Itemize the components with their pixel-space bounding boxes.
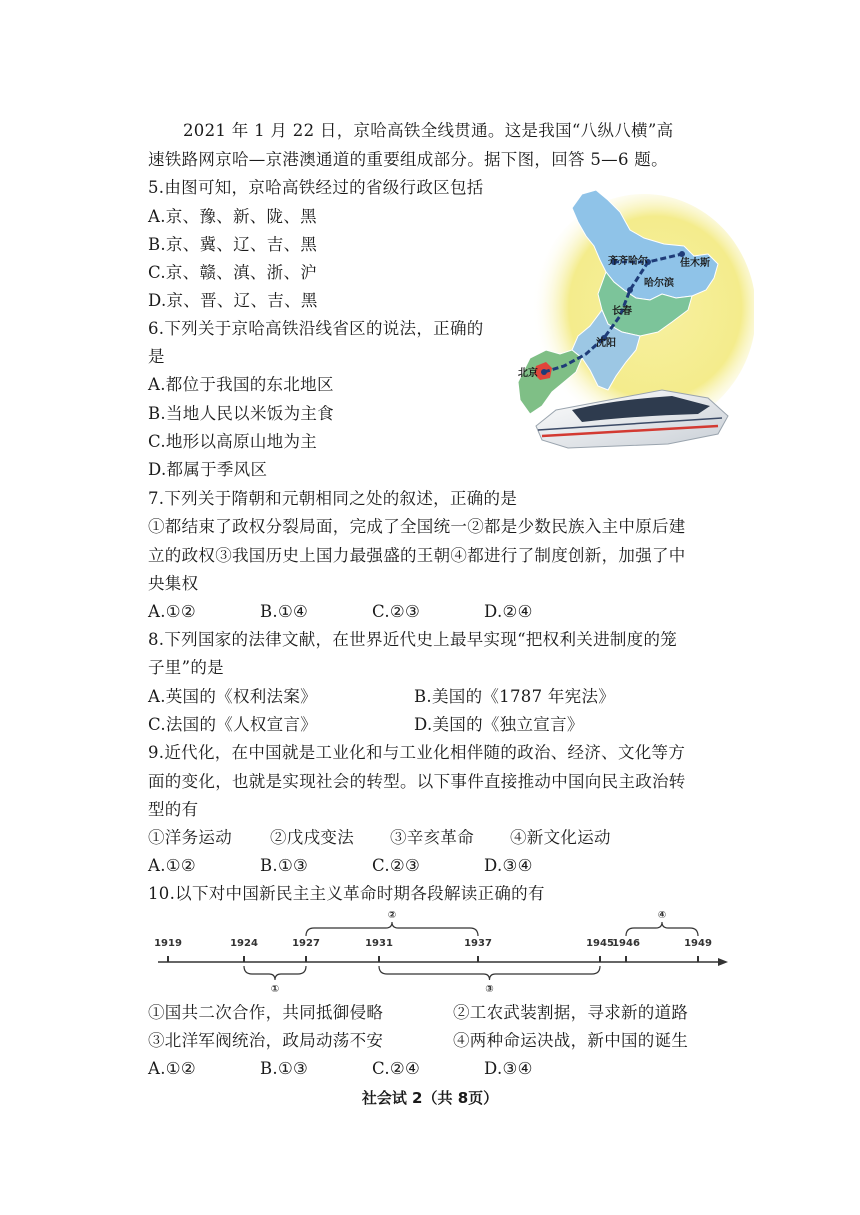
- timeline-year-label: 1919: [154, 938, 182, 949]
- question-6-option-d: D.都属于季风区: [148, 460, 268, 479]
- question-5-option-d: D.京、晋、辽、吉、黑: [148, 291, 318, 310]
- question-7-body-1: ①都结束了政权分裂局面，完成了全国统一②都是少数民族入主中原后建: [148, 517, 686, 536]
- timeline-year-label: 1937: [464, 938, 492, 949]
- question-9-item-1: ①洋务运动: [148, 828, 232, 847]
- timeline-bracket: [244, 966, 306, 980]
- question-10-option-b: B.①③: [260, 1059, 309, 1078]
- city-label-qiqihar: 齐齐哈尔: [608, 256, 648, 267]
- question-10-item-3: ③北洋军阀统治，政局动荡不安: [148, 1031, 384, 1050]
- page-footer: 社会试 2（共 8页）: [361, 1089, 499, 1107]
- timeline-year-label: 1927: [292, 938, 320, 949]
- timeline-segment-mark: ③: [485, 984, 494, 995]
- intro-line-1: 2021 年 1 月 22 日，京哈高铁全线贯通。这是我国“八纵八横”高: [183, 121, 674, 140]
- question-6-stem-2: 是: [148, 347, 165, 366]
- question-8-stem-2: 子里”的是: [148, 658, 224, 677]
- question-8-option-d: D.美国的《独立宣言》: [414, 715, 584, 734]
- city-dot: [627, 287, 633, 293]
- question-8-option-c: C.法国的《人权宣言》: [148, 715, 318, 734]
- city-dot: [679, 251, 685, 257]
- question-10-item-1: ①国共二次合作，共同抵御侵略: [148, 1003, 384, 1022]
- question-10-option-a: A.①②: [148, 1059, 196, 1078]
- city-label-beijing: 北京: [518, 368, 538, 379]
- question-7-body-2: 立的政权③我国历史上国力最强盛的王朝④都进行了制度创新，加强了中: [148, 546, 686, 565]
- question-8-option-b: B.美国的《1787 年宪法》: [414, 687, 616, 706]
- question-6-option-a: A.都位于我国的东北地区: [148, 375, 334, 394]
- timeline-bracket: [379, 966, 600, 980]
- revolution-timeline: [150, 906, 730, 1002]
- timeline-year-label: 1945: [586, 938, 614, 949]
- question-5-stem: 5.由图可知，京哈高铁经过的省级行政区包括: [148, 178, 484, 197]
- question-7-option-c: C.②③: [372, 602, 421, 621]
- timeline-year-label: 1924: [230, 938, 258, 949]
- question-9-option-c: C.②③: [372, 856, 421, 875]
- question-10-item-2: ②工农武装割据，寻求新的道路: [453, 1003, 689, 1022]
- timeline-bracket: [626, 922, 698, 936]
- question-10-option-c: C.②④: [372, 1059, 421, 1078]
- question-6-option-c: C.地形以高原山地为主: [148, 432, 318, 451]
- timeline-year-label: 1946: [612, 938, 640, 949]
- question-9-option-b: B.①③: [260, 856, 309, 875]
- question-7-option-d: D.②④: [484, 602, 533, 621]
- city-label-shenyang: 沈阳: [596, 338, 616, 349]
- timeline-bracket: [306, 922, 478, 936]
- timeline-segment-mark: ②: [387, 910, 397, 921]
- question-5-option-c: C.京、赣、滇、浙、沪: [148, 263, 318, 282]
- timeline-segment-mark: ④: [657, 910, 667, 921]
- question-10-stem: 10.以下对中国新民主主义革命时期各段解读正确的有: [148, 884, 545, 903]
- question-7-body-3: 央集权: [148, 574, 199, 593]
- timeline-year-label: 1931: [365, 938, 393, 949]
- question-9-stem-2: 面的变化，也就是实现社会的转型。以下事件直接推动中国向民主政治转: [148, 772, 686, 791]
- question-8-option-a: A.英国的《权利法案》: [148, 687, 317, 706]
- city-dot: [541, 369, 547, 375]
- railway-map-figure: [512, 186, 754, 452]
- timeline-year-label: 1949: [684, 938, 712, 949]
- question-9-option-d: D.③④: [484, 856, 533, 875]
- question-7-option-b: B.①④: [260, 602, 309, 621]
- question-7-option-a: A.①②: [148, 602, 196, 621]
- question-5-option-a: A.京、豫、新、陇、黑: [148, 207, 317, 226]
- high-speed-train-illustration: [536, 390, 728, 448]
- question-6-stem-1: 6.下列关于京哈高铁沿线省区的说法，正确的: [148, 319, 484, 338]
- city-label-changchun: 长春: [612, 306, 632, 317]
- question-9-stem-1: 9.近代化，在中国就是工业化和与工业化相伴随的政治、经济、文化等方: [148, 743, 686, 762]
- question-9-option-a: A.①②: [148, 856, 196, 875]
- question-5-option-b: B.京、冀、辽、吉、黑: [148, 235, 318, 254]
- city-label-harbin: 哈尔滨: [644, 278, 674, 289]
- question-6-option-b: B.当地人民以米饭为主食: [148, 404, 334, 423]
- question-7-stem: 7.下列关于隋朝和元朝相同之处的叙述，正确的是: [148, 489, 518, 508]
- intro-line-2: 速铁路网京哈—京港澳通道的重要组成部分。据下图，回答 5—6 题。: [148, 150, 668, 169]
- question-8-stem-1: 8.下列国家的法律文献，在世界近代史上最早实现“把权利关进制度的笼: [148, 630, 678, 649]
- question-9-item-3: ③辛亥革命: [390, 828, 474, 847]
- question-9-stem-3: 型的有: [148, 800, 199, 819]
- question-9-item-2: ②戊戌变法: [270, 828, 354, 847]
- timeline-segment-mark: ①: [270, 984, 280, 995]
- timeline-arrow: [718, 958, 728, 966]
- question-10-item-4: ④两种命运决战，新中国的诞生: [453, 1031, 689, 1050]
- question-10-option-d: D.③④: [484, 1059, 533, 1078]
- city-label-jiamusi: 佳木斯: [680, 258, 710, 269]
- question-9-item-4: ④新文化运动: [510, 828, 611, 847]
